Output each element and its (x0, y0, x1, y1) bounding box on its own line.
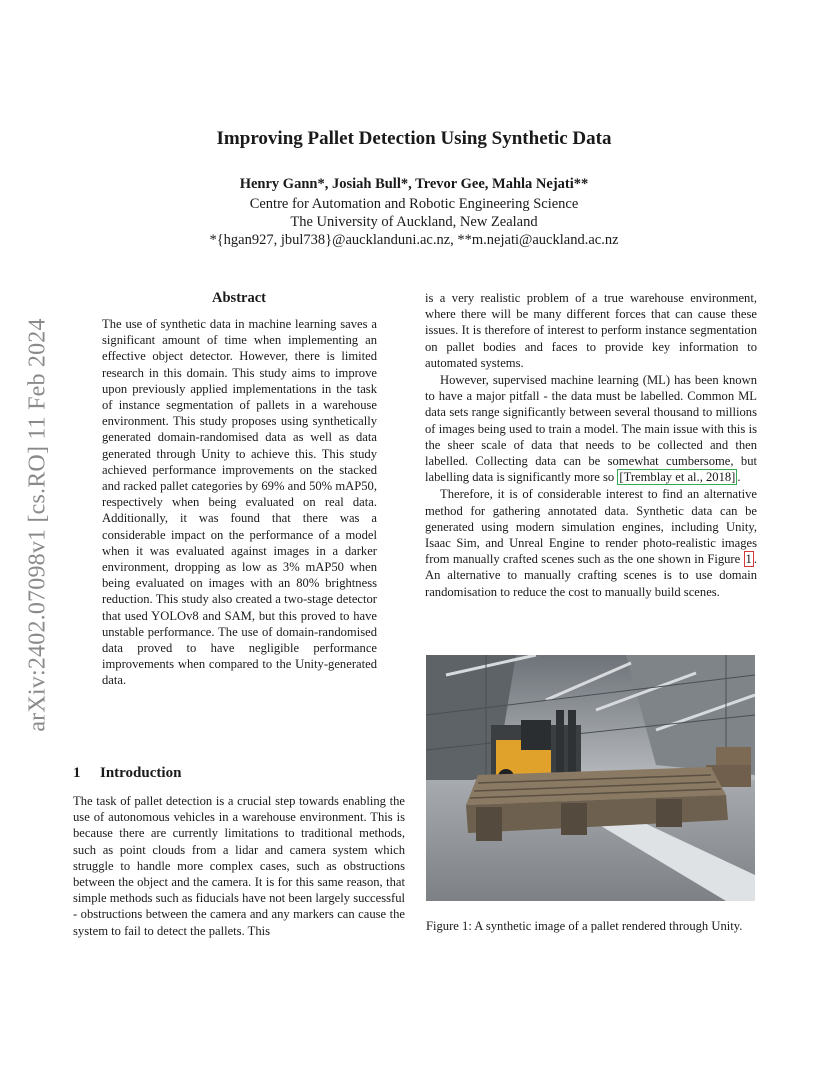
affiliation-line-2: The University of Auckland, New Zealand (290, 214, 538, 230)
section-heading (73, 765, 181, 782)
intro-paragraph-1: The task of pallet detection is a crucial step towards enabling the use of autonomous vehicles in a warehouse environment. This is because there are currently limitations to traditional methods, such as point clouds from a lidar and camera system which struggle to handle more complex cases, such as obstructions between the object and the camera. It is for this same reason, that simple methods such as fiducials have not been largely successful - obstructions between the camera and any markers can cause the system to fail to detect the pallets. This (73, 794, 405, 938)
author-emails: *{hgan927, jbul738}@aucklanduni.ac.nz, **m.nejati@auckland.ac.nz (209, 232, 619, 248)
paper-title: Improving Pallet Detection Using Synthetic Data (216, 128, 612, 149)
abstract-text: The use of synthetic data in machine learning saves a significant amount of time when implementing an effective object detector. However, there is limited research in this domain. This study aims to improve upon previously applied implementations in the task of instance segmentation of pallets in a warehouse environment. This study proposes using synthetically generated domain-randomised data as well as data generated through Unity to achieve this. This study achieved performance improvements on the stacked and racked pallet categories by 69% and 50% mAP50, respectively when being evaluated on real data. Additionally, it was found that there was a considerable impact on the performance of a model when it was evaluated against images in a darker environment, dropping as low as 3% mAP50 when being evaluated on images with an 80% brightness reduction. This study also created a two-stage detector that used YOLOv8 and SAM, but this proved to have unstable performance. The use of domain-randomised data proved to have negligible performance improvements when compared to the Unity-generated data. (102, 317, 377, 688)
intro-paragraph-2 (425, 372, 757, 485)
author-list: Henry Gann*, Josiah Bull*, Trevor Gee, Mahla Nejati** (239, 176, 589, 192)
paragraph-2-end: . (737, 470, 741, 485)
intro-paragraph-continued: is a very realistic problem of a true warehouse environment, where there will be many different forces that can cause these issues. It is therefore of interest to perform instance segmentation on pallet bodies and faces to provide key information to automated systems. (425, 291, 757, 370)
paragraph-2-text: However, supervised machine learning (ML) has been known to have a major pitfall - the data must be labelled. Common ML data sets range significantly between several thousand to millions of images being used to train a model. The main issue with this is the sheer scale of data that needs to be collected and then labelled. Collecting data can be somewhat cumbersome, but labelling data is significantly more so (425, 373, 757, 485)
arxiv-identifier (18, 285, 58, 765)
synthetic-warehouse-render (426, 655, 755, 901)
section-title: Introduction (100, 765, 182, 781)
right-column (425, 290, 757, 600)
citation-link-tremblay[interactable]: [Tremblay et al., 2018] (619, 470, 736, 485)
abstract-heading: Abstract (212, 290, 266, 306)
figure-reference-link[interactable]: 1 (745, 552, 752, 567)
intro-paragraph-3 (425, 486, 757, 599)
figure-1-image (426, 655, 755, 901)
arxiv-id-text: arXiv:2402.07098v1 [cs.RO] 11 Feb 2024 (24, 318, 51, 732)
paragraph-3-end: . An alternative to manually crafting scenes is to use domain randomisation to reduce the cost to manually build scenes. (425, 552, 757, 599)
affiliation-line-1: Centre for Automation and Robotic Engineering Science (249, 196, 579, 212)
paragraph-3-text: Therefore, it is of considerable interest to find an alternative method for gathering annotated data. Synthetic data can be generated using modern simulation engines, including Unity, Isaac Sim, and Unreal Engine to render photo-realistic images from manually crafted scenes such as the one shown in Figure (425, 487, 757, 567)
figure-1-caption: Figure 1: A synthetic image of a pallet rendered through Unity. (426, 919, 743, 933)
section-number: 1 (73, 765, 81, 781)
left-column (73, 290, 405, 689)
